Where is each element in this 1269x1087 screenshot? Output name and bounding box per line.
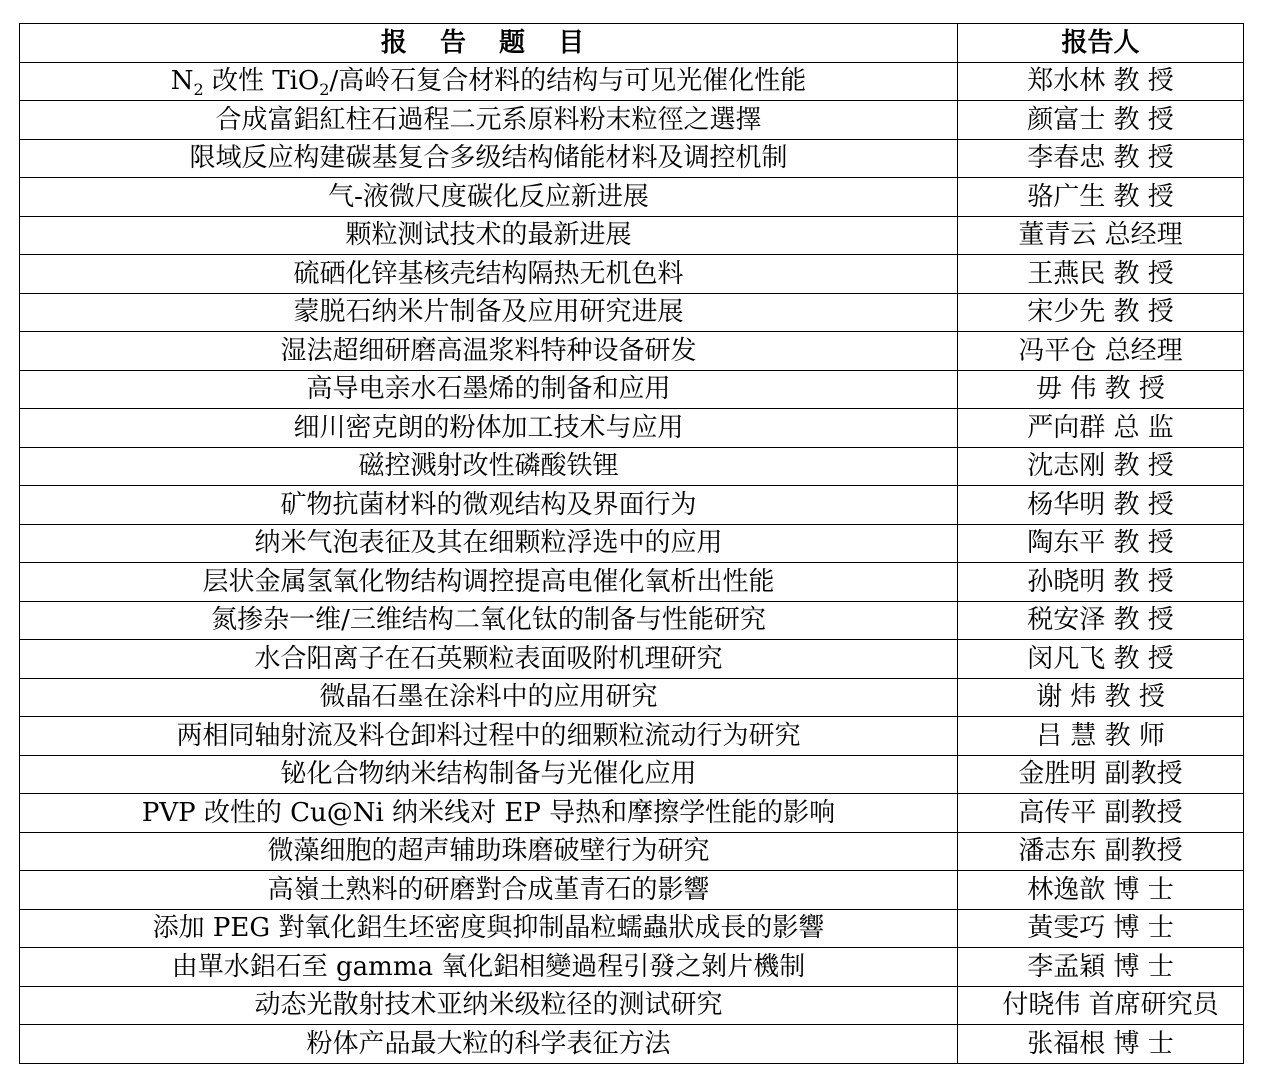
speaker: 李春忠 教 授 bbox=[958, 139, 1244, 178]
speaker: 林逸歆 博 士 bbox=[958, 871, 1244, 910]
speaker: 骆广生 教 授 bbox=[958, 178, 1244, 217]
table-row bbox=[20, 139, 1244, 178]
table-row bbox=[20, 678, 1244, 717]
report-title: 湿法超细研磨高温浆料特种设备研发 bbox=[20, 332, 958, 371]
speaker: 毋 伟 教 授 bbox=[958, 370, 1244, 409]
speaker: 宋少先 教 授 bbox=[958, 293, 1244, 332]
title-column-header: 报 告 题 目 bbox=[20, 24, 958, 63]
table-row bbox=[20, 447, 1244, 486]
report-title: 添加 PEG 對氧化鋁生坯密度與抑制晶粒蠕蟲狀成長的影響 bbox=[20, 909, 958, 948]
table-row bbox=[20, 601, 1244, 640]
header-row bbox=[20, 24, 1244, 63]
report-title: 层状金属氢氧化物结构调控提高电催化氧析出性能 bbox=[20, 563, 958, 602]
speaker: 陶东平 教 授 bbox=[958, 524, 1244, 563]
table-row bbox=[20, 640, 1244, 679]
speaker: 税安泽 教 授 bbox=[958, 601, 1244, 640]
speaker: 杨华明 教 授 bbox=[958, 486, 1244, 525]
table-row bbox=[20, 832, 1244, 871]
speaker: 谢 炜 教 授 bbox=[958, 678, 1244, 717]
speaker: 沈志刚 教 授 bbox=[958, 447, 1244, 486]
table-body bbox=[20, 62, 1244, 1063]
table-row bbox=[20, 62, 1244, 101]
table-row bbox=[20, 486, 1244, 525]
table-row bbox=[20, 101, 1244, 140]
table-row bbox=[20, 563, 1244, 602]
speaker: 孙晓明 教 授 bbox=[958, 563, 1244, 602]
speaker: 高传平 副教授 bbox=[958, 794, 1244, 833]
report-title: 微晶石墨在涂料中的应用研究 bbox=[20, 678, 958, 717]
report-title: 纳米气泡表征及其在细颗粒浮选中的应用 bbox=[20, 524, 958, 563]
report-title: 水合阳离子在石英颗粒表面吸附机理研究 bbox=[20, 640, 958, 679]
report-title: 两相同轴射流及料仓卸料过程中的细颗粒流动行为研究 bbox=[20, 717, 958, 756]
speaker: 金胜明 副教授 bbox=[958, 755, 1244, 794]
table-row bbox=[20, 255, 1244, 294]
report-title: 微藻细胞的超声辅助珠磨破壁行为研究 bbox=[20, 832, 958, 871]
table-row bbox=[20, 216, 1244, 255]
report-title: 硫硒化锌基核壳结构隔热无机色料 bbox=[20, 255, 958, 294]
speaker: 吕 慧 教 师 bbox=[958, 717, 1244, 756]
table-row bbox=[20, 948, 1244, 987]
table-row bbox=[20, 332, 1244, 371]
table-row bbox=[20, 717, 1244, 756]
speaker: 黃雯巧 博 士 bbox=[958, 909, 1244, 948]
speaker: 潘志东 副教授 bbox=[958, 832, 1244, 871]
report-title: 铋化合物纳米结构制备与光催化应用 bbox=[20, 755, 958, 794]
speaker: 董青云 总经理 bbox=[958, 216, 1244, 255]
table-row bbox=[20, 1025, 1244, 1064]
table-row bbox=[20, 409, 1244, 448]
table-row bbox=[20, 524, 1244, 563]
report-title: 粉体产品最大粒的科学表征方法 bbox=[20, 1025, 958, 1064]
report-title: 蒙脱石纳米片制备及应用研究进展 bbox=[20, 293, 958, 332]
speaker: 付晓伟 首席研究员 bbox=[958, 986, 1244, 1025]
table-row bbox=[20, 293, 1244, 332]
report-title: $N_2$ 改性 TiO$_2$/高岭石复合材料的结构与可见光催化性能 bbox=[20, 62, 958, 101]
speaker: 闵凡飞 教 授 bbox=[958, 640, 1244, 679]
table-row bbox=[20, 370, 1244, 409]
speaker: 颜富士 教 授 bbox=[958, 101, 1244, 140]
report-title: 限域反应构建碳基复合多级结构储能材料及调控机制 bbox=[20, 139, 958, 178]
speaker: 严向群 总 监 bbox=[958, 409, 1244, 448]
table-row bbox=[20, 794, 1244, 833]
report-title: 颗粒测试技术的最新进展 bbox=[20, 216, 958, 255]
table-row bbox=[20, 755, 1244, 794]
report-title: 高导电亲水石墨烯的制备和应用 bbox=[20, 370, 958, 409]
report-title: 合成富鋁紅柱石過程二元系原料粉末粒徑之選擇 bbox=[20, 101, 958, 140]
report-title: 高嶺土熟料的研磨對合成堇青石的影響 bbox=[20, 871, 958, 910]
table-row bbox=[20, 178, 1244, 217]
table-row bbox=[20, 909, 1244, 948]
report-title: 矿物抗菌材料的微观结构及界面行为 bbox=[20, 486, 958, 525]
report-title: 磁控溅射改性磷酸铁锂 bbox=[20, 447, 958, 486]
report-table bbox=[19, 23, 1244, 1064]
report-title: 由單水鋁石至 gamma 氧化鋁相變過程引發之剝片機制 bbox=[20, 948, 958, 987]
speaker: 冯平仓 总经理 bbox=[958, 332, 1244, 371]
table-row bbox=[20, 986, 1244, 1025]
speaker: 张福根 博 士 bbox=[958, 1025, 1244, 1064]
report-title: 细川密克朗的粉体加工技术与应用 bbox=[20, 409, 958, 448]
speaker: 李孟穎 博 士 bbox=[958, 948, 1244, 987]
speaker-column-header: 报告人 bbox=[958, 24, 1244, 63]
report-title: 动态光散射技术亚纳米级粒径的测试研究 bbox=[20, 986, 958, 1025]
speaker: 王燕民 教 授 bbox=[958, 255, 1244, 294]
report-title: PVP 改性的 Cu@Ni 纳米线对 EP 导热和摩擦学性能的影响 bbox=[20, 794, 958, 833]
report-title: 气-液微尺度碳化反应新进展 bbox=[20, 178, 958, 217]
table-row bbox=[20, 871, 1244, 910]
report-title: 氮掺杂一维/三维结构二氧化钛的制备与性能研究 bbox=[20, 601, 958, 640]
speaker: 郑水林 教 授 bbox=[958, 62, 1244, 101]
